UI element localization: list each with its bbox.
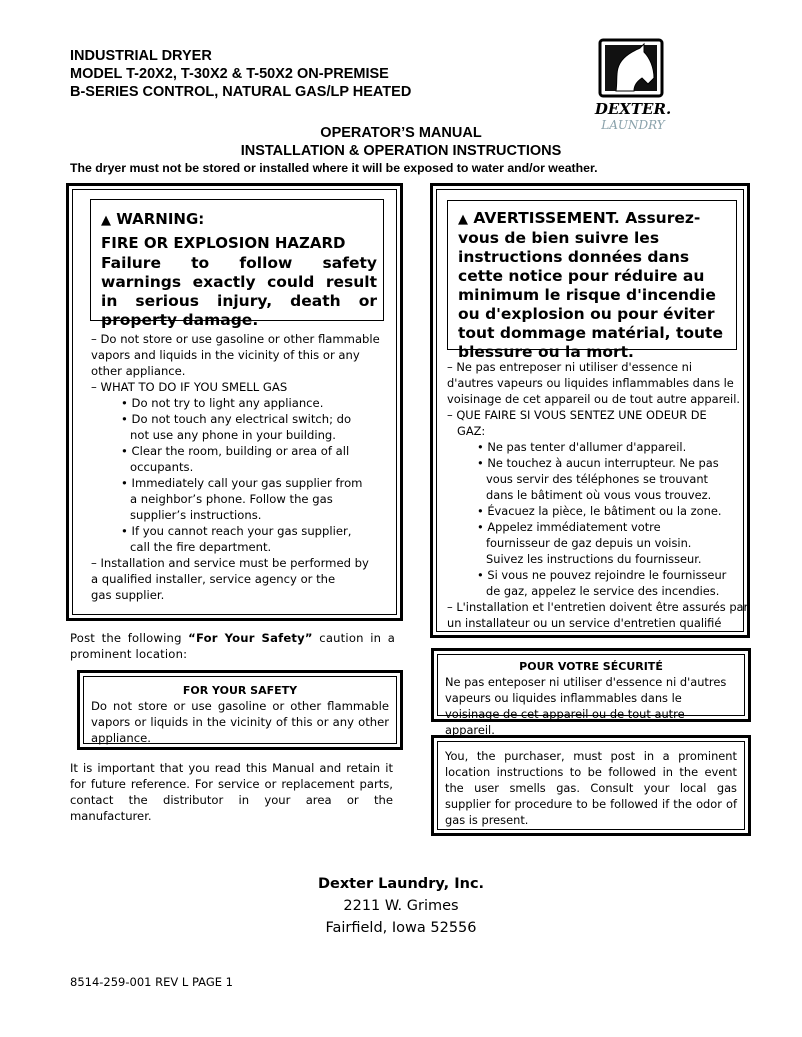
instruction-line: d'autres vapeurs ou liquides inflammables dans le [447,376,734,390]
instruction-line: vous servir des téléphones se trouvant [486,472,709,486]
pour-votre-securite-box [431,648,751,737]
instruction-line: • Immediately call your gas supplier from [121,476,363,490]
for-your-safety-title: FOR YOUR SAFETY [182,684,298,697]
svg-text:LAUNDRY: LAUNDRY [601,118,665,132]
warning-triangle-icon: ▲ [458,212,468,227]
instruction-line: • Do not try to light any appliance. [121,396,324,410]
instruction-line: • If you cannot reach your gas supplier, [121,524,352,538]
instruction-line: – L'installation et l'entretien doivent être assurés par [447,600,749,614]
header-line: MODEL T-20X2, T-30X2 & T-50X2 ON-PREMISE [70,66,389,82]
instruction-line: other appliance. [91,364,186,378]
header-line: INDUSTRIAL DRYER [70,48,212,64]
for-your-safety-box [77,670,403,750]
pour-votre-securite-title: POUR VOTRE SÉCURITÉ [519,660,663,673]
title-line: OPERATOR’S MANUAL [320,125,482,141]
manual-title [0,124,802,160]
post-instruction [70,630,395,662]
instruction-line: fournisseur de gaz depuis un voisin. [486,536,692,550]
avertissement-instructions [447,359,752,631]
instruction-line: Suivez les instructions du fournisseur. [486,552,702,566]
instruction-line: voisinage de cet appareil ou de tout autre appareil. [447,392,741,406]
product-header [70,47,411,101]
instruction-line: – QUE FAIRE SI VOUS SENTEZ UNE ODEUR DE [447,408,707,422]
title-line: INSTALLATION & OPERATION INSTRUCTIONS [240,143,562,159]
instruction-line: GAZ: [457,424,486,438]
warning-triangle-icon: ▲ [101,213,111,228]
instruction-line: • Do not touch any electrical switch; do [121,412,352,426]
warning-title: WARNING: [116,210,205,228]
instruction-line: a qualified installer, service agency or the [91,572,336,586]
header-line: B-SERIES CONTROL, NATURAL GAS/LP HEATED [70,84,412,100]
instruction-line: • Évacuez la pièce, le bâtiment ou la zone. [477,504,722,518]
company-address [0,873,802,939]
instruction-line: de gaz, appelez le service des incendies. [486,584,720,598]
warning-box [90,199,384,329]
instruction-line: – Installation and service must be performed by [91,556,369,570]
instruction-line: gas supplier. [91,588,165,602]
retain-manual-text: It is important that you read this Manual and retain it for future reference. For service or replacement parts, contact the distributor in your area or the manufacturer. [70,761,393,823]
instruction-line: not use any phone in your building. [130,428,336,442]
warning-panel-english [66,183,403,621]
pour-votre-securite-text: Ne pas enteposer ni utiliser d'essence ni d'autres vapeurs ou liquides inflammables dans le voisinage de cet appareil ou de tout autre appareil. [445,675,727,737]
purchaser-notice-text: You, the purchaser, must post in a prominent location instructions to be followed in the event the user smells gas. Consult your local gas supplier for procedure to be followed if the odor of gas is present. [445,749,737,827]
avertissement-box [447,200,737,361]
instruction-line: – Ne pas entreposer ni utiliser d'essence ni [447,360,692,374]
warning-subtitle: FIRE OR EXPLOSION HAZARD [101,234,346,252]
svg-text:DEXTER.: DEXTER. [594,100,672,118]
warning-message: Failure to follow safety warnings exactly could result in serious injury, death or property damage. [101,254,377,329]
instruction-line: supplier’s instructions. [130,508,262,522]
warning-panel-french [430,183,750,638]
instruction-line: • Si vous ne pouvez rejoindre le fournisseur [477,568,727,582]
instruction-line: call the fire department. [130,540,272,554]
post-text-bold: “For Your Safety” [188,631,313,645]
instruction-line: occupants. [130,460,194,474]
instruction-line: vapors and liquids in the vicinity of this or any [91,348,360,362]
instruction-line: • Clear the room, building or area of all [121,444,350,458]
instruction-line: dans le bâtiment où vous vous trouvez. [486,488,712,502]
instruction-line: – Do not store or use gasoline or other flammable [91,332,380,346]
post-text: caution in a prominent location: [70,631,395,661]
for-your-safety-text: Do not store or use gasoline or other flammable vapors or liquids in the vicinity of this or any other appliance. [91,699,389,745]
post-text: Post the following [70,631,189,645]
instruction-line: • Appelez immédiatement votre [477,520,661,534]
instruction-line: – WHAT TO DO IF YOU SMELL GAS [91,380,288,394]
dexter-laundry-logo [578,38,688,137]
purchaser-notice-box [431,735,751,836]
instruction-line: • Ne pas tenter d'allumer d'appareil. [477,440,687,454]
avertissement-message: AVERTISSEMENT. Assurez-vous de bien suivre les instructions données dans cette notice pour réduire au minimum le risque d'incendie ou d'explosion ou pour éviter tout dommage matérial, toute blessure ou la mort. [458,209,723,361]
warning-instructions [91,331,401,603]
instruction-line: a neighbor’s phone. Follow the gas [130,492,333,506]
company-name: Dexter Laundry, Inc. [317,876,485,892]
page-reference: 8514-259-001 REV L PAGE 1 [70,975,233,989]
storage-notice: The dryer must not be stored or installed where it will be exposed to water and/or weather. [70,161,598,175]
instruction-line: un installateur ou un service d'entretien qualifié [447,616,722,630]
street-address: 2211 W. Grimes [343,898,459,914]
instruction-line: • Ne touchez à aucun interrupteur. Ne pas [477,456,719,470]
city-address: Fairfield, Iowa 52556 [325,920,477,936]
